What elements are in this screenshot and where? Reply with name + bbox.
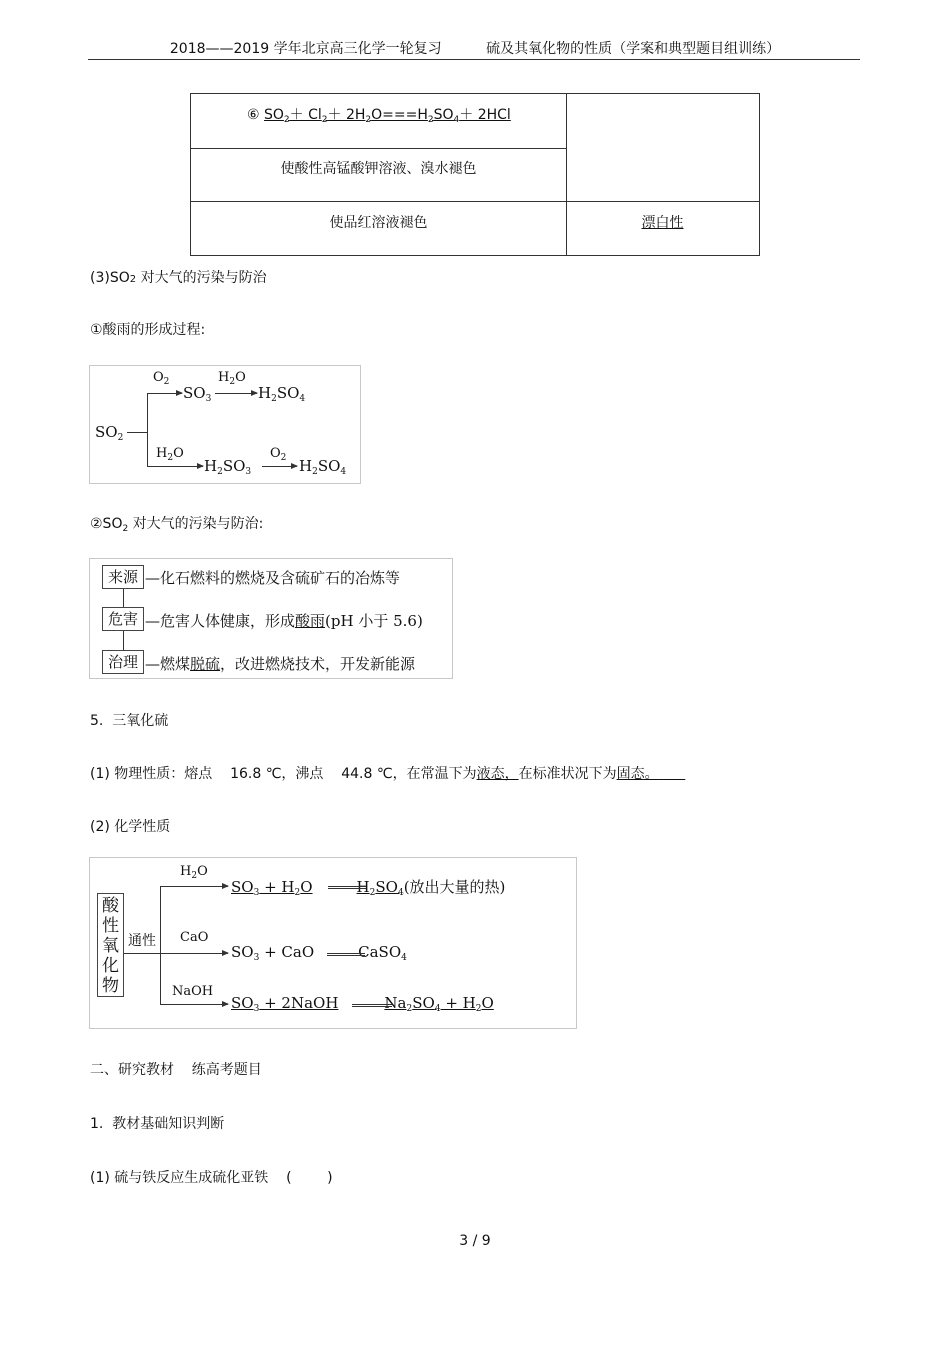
equation-so2-cl2: $SO_2+ Cl_2+ 2H_2O===H_2SO_4+ 2HCl$ [264,107,511,125]
table-cell-property: 漂白性 [641,215,684,231]
acid-rain-heading: ①酸雨的形成过程: [90,322,206,338]
section-5-title: 5. 三氧化硫 [90,713,169,729]
equals-sign [327,953,365,956]
source-text: —化石燃料的燃烧及含硫矿石的冶炼等 [145,569,401,587]
question-1: (1) 硫与铁反应生成硫化亚铁 ( ) [90,1170,333,1186]
equation-so3-h2o: $SO_3 + H_2O$ $H_2SO_4$(放出大量的热) [231,878,506,898]
reaction-arrow [160,886,228,887]
h2so4-product: $H_2SO_4$ [299,457,347,477]
question-group-title: 1. 教材基础知识判断 [90,1116,225,1132]
chemical-properties-title: (2) 化学性质 [90,819,171,835]
h2so3-product: $H_2SO_3$ [204,457,252,477]
connector-line [123,588,124,608]
header-divider [88,59,860,60]
equals-sign [328,886,366,889]
so2-start: $SO_2$ [95,423,124,443]
pollution-heading: $②SO_2$ 对大气的污染与防治: [90,516,264,534]
pollution-figure [89,558,453,679]
reaction-arrow [155,393,182,394]
reagent-o2: $O_2$ [153,370,170,387]
reaction-arrow [155,466,203,467]
reagent-naoh: NaOH [172,984,214,999]
label-box-treatment: 治理 [102,650,144,674]
connector-line [147,466,155,467]
label-box-source: 来源 [102,565,144,589]
h2so4-product: $H_2SO_4$ [258,384,306,404]
so3-product: $SO_3$ [183,384,212,404]
part-2-title: 二、研究教材 练高考题目 [90,1062,262,1078]
branch-line [160,886,161,1004]
table-cell-reducing: 使酸性高锰酸钾溶液、溴水褪色 [280,161,477,177]
reagent-o2: $O_2$ [270,446,287,463]
acid-rain-figure [89,365,361,484]
section-3-title: (3)SO2 对大气的污染与防治 [90,270,267,286]
properties-table [190,93,760,256]
physical-properties: (1) 物理性质：熔点 16.8 ℃，沸点 44.8 ℃，在常温下为液态，在标准状况下为固态。 [90,766,659,782]
reaction-arrow [160,1004,228,1005]
treatment-text: —燃煤脱硫，改进燃烧技术，开发新能源 [145,655,416,673]
table-row-divider [191,201,759,202]
so3-reactions-figure [89,857,577,1029]
equation-so3-naoh: $SO_3$ + 2NaOH $Na_2SO_4 + H_2O$ [231,994,494,1014]
reagent-h2o: $H_2O$ [218,370,246,387]
equation-so3-cao: $SO_3$ + CaO CaSO$_4$ [231,943,407,963]
harm-text: —危害人体健康，形成酸雨(pH 小于 5.6) [145,612,423,630]
table-row-divider [191,148,566,149]
label-box-harm: 危害 [102,607,144,631]
reagent-h2o: $H_2O$ [156,446,184,463]
reaction-arrow [160,953,228,954]
table-cell-bleaching: 使品红溶液褪色 [329,215,428,231]
reaction-arrow [262,466,297,467]
equals-sign [352,1004,392,1007]
acidic-oxide-box: 酸性氧化物 [97,893,124,997]
reagent-h2o: $H_2O$ [180,864,208,881]
connector-line [127,432,147,433]
reaction-arrow [215,393,257,394]
reagent-cao: CaO [180,930,209,945]
branch-line [147,393,148,467]
equation-number: ⑥ [247,107,260,123]
table-cell-equation [247,104,511,125]
general-property-label: 通性 [128,933,156,949]
page-header: 2018——2019 学年北京高三化学一轮复习 硫及其氧化物的性质（学案和典型题目组训练） [169,41,781,57]
page-number: 3 / 9 [459,1233,491,1249]
connector-line [123,631,124,651]
connector-line [124,953,160,954]
connector-line [147,393,155,394]
